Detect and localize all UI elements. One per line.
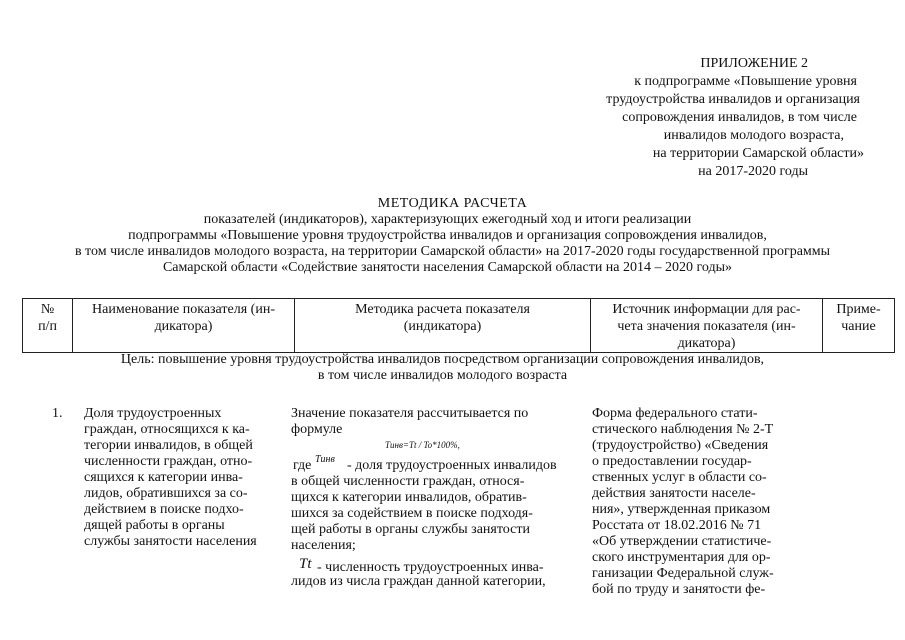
symbol-t-t: Tt (299, 556, 312, 572)
goal-line: Цель: повышение уровня трудоустройства инвалидов посредством организации сопровождения инвалидов, (120, 352, 765, 367)
header-text: № (40, 302, 55, 317)
source-line: действия занятости населе- (592, 486, 756, 501)
header-text: Наименование показателя (ин- (92, 302, 275, 317)
source-line: Росстата от 18.02.2016 № 71 (592, 518, 762, 533)
heading-line: показателей (индикаторов), характеризующих ежегодный ход и итоги реализации (203, 212, 692, 227)
name-line: службы занятости населения (84, 534, 257, 549)
method-line: населения; (291, 538, 356, 553)
goal-block (0, 352, 905, 384)
information-source (592, 406, 812, 598)
goal-line: в том числе инвалидов молодого возраста (317, 368, 568, 383)
appendix-title: ПРИЛОЖЕНИЕ 2 (700, 56, 808, 71)
header-text: Источник информации для рас- (612, 302, 801, 317)
name-line: лидов, обратившихся за со- (84, 486, 248, 501)
document-heading (0, 196, 905, 276)
method-line: - доля трудоустроенных инвалидов (347, 458, 557, 473)
header-cell-method (295, 299, 591, 353)
appendix-block (560, 56, 864, 179)
name-line: дящей работы в органы (84, 518, 225, 533)
header-text: п/п (38, 319, 57, 334)
document-title: МЕТОДИКА РАСЧЕТА (377, 196, 528, 211)
header-text: Приме- (836, 302, 881, 317)
source-line: стического наблюдения № 2-Т (592, 422, 774, 437)
name-line: численности граждан, отно- (84, 454, 253, 469)
row-number: 1. (52, 406, 63, 421)
method-line: формуле (291, 422, 343, 437)
method-line: щей работы в органы службы занятости (291, 522, 530, 537)
method-line: - численность трудоустроенных инва- (317, 560, 544, 575)
header-text: (индикатора) (403, 319, 482, 334)
appendix-line: трудоустройства инвалидов и организация (606, 92, 860, 107)
source-line: ния», утвержденная приказом (592, 502, 771, 517)
method-line: щихся к категории инвалидов, обратив- (291, 490, 527, 505)
where-prefix: где (293, 458, 312, 473)
appendix-line: на территории Самарской области» (652, 146, 864, 161)
formula: Tинв=Tt / To*100%, (385, 440, 460, 450)
heading-line: Самарской области «Содействие занятости населения Самарской области на 2014 – 2020 годы» (162, 260, 733, 275)
header-text: дикатора) (154, 319, 213, 334)
source-line: ственных услуг в области со- (592, 470, 767, 485)
heading-line: подпрограммы «Повышение уровня трудоустройства инвалидов и организация сопровождения инвалидов, (128, 228, 767, 243)
name-line: Доля трудоустроенных (84, 406, 222, 421)
method-line: шихся за содействием в поиске подходя- (291, 506, 533, 521)
header-cell-number (23, 299, 73, 353)
source-line: о предоставлении государ- (592, 454, 752, 469)
method-line: лидов из числа граждан данной категории, (291, 574, 546, 589)
method-line: Значение показателя рассчитывается по (291, 406, 529, 421)
header-cell-source (591, 299, 823, 353)
header-text: чание (841, 319, 876, 334)
appendix-line: на 2017-2020 годы (698, 164, 808, 179)
calculation-method (291, 406, 581, 590)
header-cell-name (73, 299, 295, 353)
appendix-line: к подпрограмме «Повышение уровня (634, 74, 857, 89)
indicator-name (84, 406, 284, 550)
source-line: ганизации Федеральной служ- (592, 566, 774, 581)
source-line: (трудоустройство) «Сведения (592, 438, 769, 453)
appendix-line: инвалидов молодого возраста, (663, 128, 844, 143)
name-line: сящихся к категории инва- (84, 470, 243, 485)
heading-line: в том числе инвалидов молодого возраста, на территории Самарской области» на 2017-2020 годы государственной программы (74, 244, 831, 259)
header-text: чета значения показателя (ин- (617, 319, 796, 334)
name-line: тегории инвалидов, в общей (84, 438, 253, 453)
symbol-t-inv: Tинв (315, 454, 335, 465)
source-line: бой по труду и занятости фе- (592, 582, 766, 597)
name-line: граждан, относящихся к ка- (84, 422, 250, 437)
name-line: действием в поиске подхо- (84, 502, 244, 517)
source-line: «Об утверждении статистиче- (592, 534, 772, 549)
appendix-line: сопровождения инвалидов, в том числе (622, 110, 857, 125)
source-line: ского инструментария для ор- (592, 550, 771, 565)
header-cell-note (823, 299, 895, 353)
source-line: Форма федерального стати- (592, 406, 758, 421)
header-text: Методика расчета показателя (355, 302, 530, 317)
method-line: в общей численности граждан, относя- (291, 474, 525, 489)
header-text: дикатора) (677, 336, 736, 351)
indicator-table-header (22, 298, 895, 353)
